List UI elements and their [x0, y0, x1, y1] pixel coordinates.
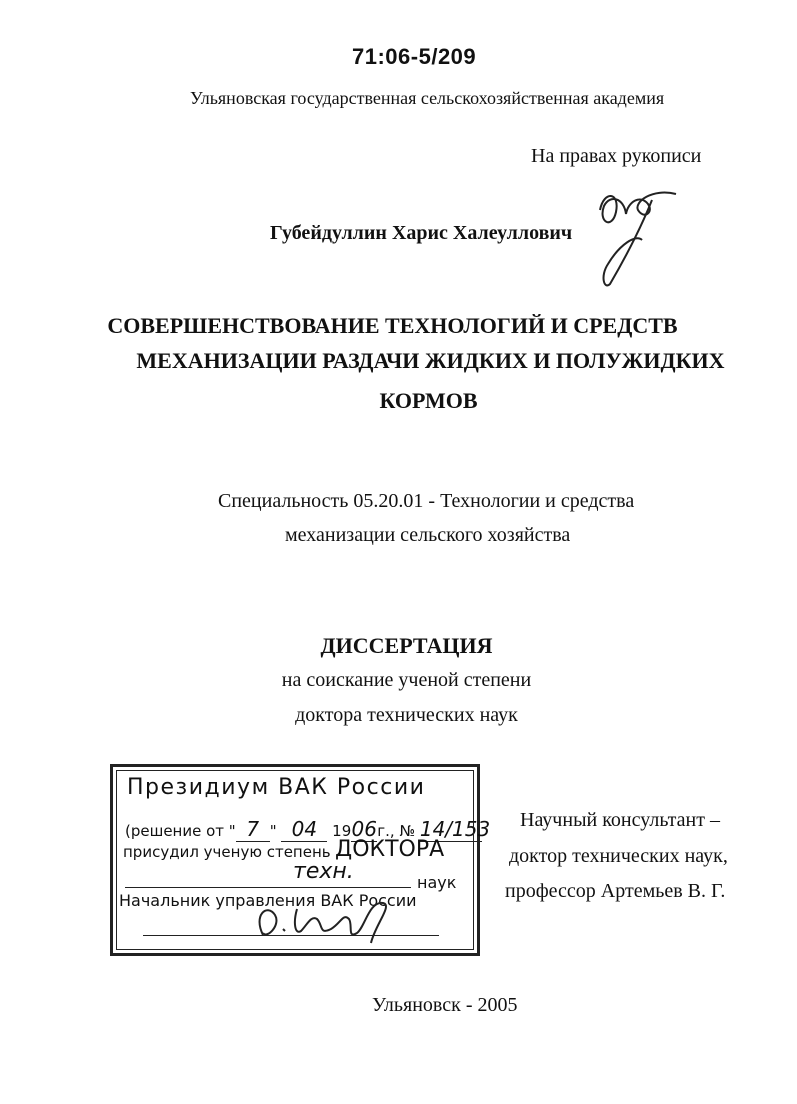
consultant-label: Научный консультант – [520, 809, 720, 831]
title-line-2: МЕХАНИЗАЦИИ РАЗДАЧИ ЖИДКИХ И ПОЛУЖИДКИХ [136, 348, 725, 373]
official-signature [253, 895, 403, 947]
decision-year-prefix: 19 [332, 822, 352, 840]
specialty-line-2: механизации сельского хозяйства [285, 524, 571, 546]
city-year: Ульяновск - 2005 [372, 994, 518, 1016]
institution-name: Ульяновская государственная сельскохозяйственная академия [190, 88, 665, 108]
title-line-1: СОВЕРШЕНСТВОВАНИЕ ТЕХНОЛОГИЙ И СРЕДСТВ [107, 313, 678, 338]
stamp-field-handwritten: техн. [293, 859, 354, 884]
stamp-decision [125, 817, 491, 842]
author-signature [590, 180, 690, 290]
specialty-line-1: Специальность 05.20.01 - Технологии и средства [218, 490, 635, 512]
stamp-awarded-degree: ДОКТОРА [335, 837, 445, 862]
stamp-science-label: наук [417, 873, 457, 892]
degree-line-2: доктора технических наук [295, 704, 518, 726]
stamp-awarded-text: присудил ученую степень [123, 843, 331, 861]
stamp-head-label: Начальник управления ВАК России [119, 891, 417, 910]
document-type: ДИССЕРТАЦИЯ [320, 633, 493, 658]
degree-line-1: на соискание ученой степени [281, 669, 532, 691]
consultant-name: профессор Артемьев В. Г. [505, 880, 726, 902]
author-name: Губейдуллин Харис Халеуллович [270, 222, 573, 244]
consultant-degree: доктор технических наук, [509, 845, 728, 867]
signature-underline [143, 935, 439, 936]
field-underline [125, 887, 411, 888]
title-line-3: КОРМОВ [379, 388, 478, 413]
stamp-title: Президиум ВАК России [127, 775, 426, 800]
manuscript-rights-note: На правах рукописи [531, 145, 702, 167]
decision-quote: " [269, 822, 277, 840]
decision-month: 04 [281, 817, 327, 842]
decision-day: 7 [236, 817, 270, 842]
catalog-code: 71:06-5/209 [352, 44, 477, 69]
decision-prefix: (решение от " [125, 822, 236, 840]
vak-stamp [110, 764, 491, 956]
decision-number: 14/153 [419, 817, 491, 841]
decision-year-end: г., № [377, 822, 416, 840]
decision-year: 06 [351, 817, 377, 841]
